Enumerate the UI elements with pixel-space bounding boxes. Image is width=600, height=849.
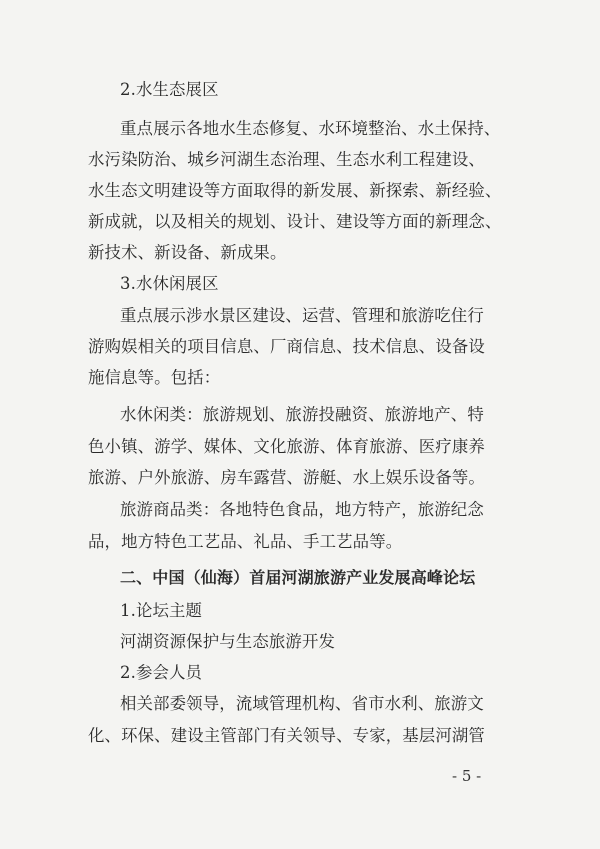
paragraph-line: 旅游、户外旅游、房车露营、游艇、水上娱乐设备等。 bbox=[88, 468, 485, 487]
section-heading-water-leisure: 3.水休闲展区 bbox=[120, 274, 219, 293]
paragraph-line: 水生态文明建设等方面取得的新发展、新探索、新经验、 bbox=[88, 181, 502, 200]
paragraph-line: 重点展示涉水景区建设、运营、管理和旅游吃住行 bbox=[120, 306, 484, 325]
section-heading-forum: 二、中国（仙海）首届河湖旅游产业发展高峰论坛 bbox=[120, 568, 476, 587]
paragraph-line: 相关部委领导，流域管理机构、省市水利、旅游文 bbox=[120, 694, 484, 713]
paragraph-line: 水污染防治、城乡河湖生态治理、生态水利工程建设、 bbox=[88, 150, 485, 169]
paragraph-line: 旅游商品类：各地特色食品，地方特产，旅游纪念 bbox=[120, 500, 484, 519]
paragraph-line: 新成就，以及相关的规划、设计、建设等方面的新理念、 bbox=[88, 212, 502, 231]
paragraph-line: 水休闲类：旅游规划、旅游投融资、旅游地产、特 bbox=[120, 405, 484, 424]
section-heading-water-ecology: 2.水生态展区 bbox=[120, 80, 219, 99]
paragraph-line: 游购娱相关的项目信息、厂商信息、技术信息、设备设 bbox=[88, 337, 485, 356]
paragraph-line: 化、环保、建设主管部门有关领导、专家，基层河湖管 bbox=[88, 726, 485, 745]
paragraph-line: 重点展示各地水生态修复、水环境整治、水土保持、 bbox=[120, 119, 501, 138]
page-number: - 5 - bbox=[452, 767, 482, 785]
paragraph-line: 施信息等。包括： bbox=[88, 368, 221, 387]
paragraph-line: 品，地方特色工艺品、礼品、手工艺品等。 bbox=[88, 532, 403, 551]
subheading-forum-theme: 1.论坛主题 bbox=[120, 601, 203, 620]
paragraph-line: 河湖资源保护与生态旅游开发 bbox=[120, 632, 336, 651]
paragraph-line: 新技术、新设备、新成果。 bbox=[88, 243, 287, 262]
paragraph-line: 色小镇、游学、媒体、文化旅游、体育旅游、医疗康养 bbox=[88, 437, 485, 456]
subheading-participants: 2.参会人员 bbox=[120, 663, 203, 682]
